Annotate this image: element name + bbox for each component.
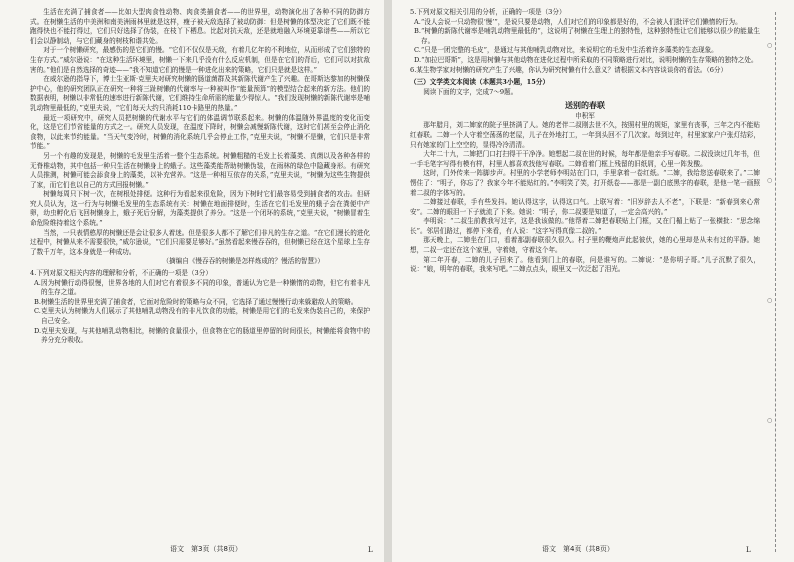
section-instruction: 阅读下面的文字，完成7～9题。 (423, 87, 518, 96)
page-corner-mark: L (746, 546, 751, 554)
question-4-option-a: A.因为树懒行动得很慢，世界各地的人们对它有着很多不同的印象，普通认为它是一种懒惰的动物，但它有着非凡的生存之道。 (34, 278, 370, 297)
question-4-stem: 4.下列对原文相关内容的理解和分析，不正确的一项是（3分） (30, 269, 212, 278)
left-page (0, 0, 384, 562)
story-paragraph: 二婶接过春联，手有些发抖。她认得这字，认得这口气。上联写着：“旧岁辞去人不老”，下联是：“新春到来心常安”。二婶的眼泪一下子就流了下来。她说：“明子，你二叔要是知道了，一定会高兴的。” (410, 198, 760, 216)
body-paragraph: 对于一个树懒研究，最感伤的是它们的慢。“它们不仅仅是天敌，有着几亿年的不利地位，从而形成了它们独特的生存方式。”威尔逊说：“在这种生活环境里，树懒一下来几乎没有什么反应机制，但是在它们的背后，它们可以对抗敌害的。”他们是自然选择的奇迹——“我不知道它们的慢是一种进化出来的策略，它们只是就是这样。” (30, 46, 370, 74)
question-4-option-b: B.树懒生活的世界里充满了捕食者，它面对危险时的策略与众不同，它选择了通过慢慢行动来躲避敌人的策略。 (34, 297, 358, 306)
book-gutter (384, 0, 392, 562)
question-5-option-b: B.“树懒的新陈代谢率是哺乳动物里最低的”，这说明了树懒在生理上的独特性，这种独特性让它们能够以很少的能量生存。 (414, 27, 760, 45)
binding-line: ○ ○ ○ ○ (765, 12, 776, 552)
right-page-text (410, 8, 760, 275)
story-title: 送别的春联 (565, 100, 605, 111)
body-paragraph: 另一个有趣的发现是，树懒的毛发里生活着一整个生态系统。树懒粗糙的毛发上长着藻类、真菌以及各种各样的无脊椎动物，其中包括一种只生活在树懒身上的蛾子。这些藻类能帮助树懒伪装，在雨林的绿色中隐藏身形。有研究人员推测，树懒可能会舔食身上的藻类，以补充营养。“这是一种相互依存的关系，”克里夫说，“树懒为这些生物提供了家，而它们也以自己的方式回报树懒。” (30, 151, 370, 189)
story-paragraph: 李明说：“二叔生前教我写过字，这是我该做的。”他帮着二婶把春联贴上门框，又在门楣上贴了一张横批：“思念绵长”。邻居们路过，都停下来看，有人说：“这字写得真像二叔的。” (410, 217, 760, 235)
question-5-option-d: D.“加拉巴哥斯”，这是用树懒与其他动物在进化过程中所采取的不同策略进行对比，说明树懒的生存策略的独特之处。 (414, 55, 758, 64)
page-footer: 语文 第3页（共8页） (170, 545, 242, 553)
question-6: 6.某生物学家对树懒的研究产生了兴趣，你认为研究树懒有什么意义？请根据文本内容谈谈你的看法。（6分） (410, 65, 728, 74)
question-4-option-c: C.克里夫认为树懒为人们展示了其他哺乳动物没有的非凡饮食的功能，树懒是用它们的毛发来伪装自己的，来保护自己安全。 (34, 307, 370, 325)
body-paragraph: 生活在充满了捕食者——比如大型肉食性动物、肉食类捕食者——的世界里，动物演化出了各种不同的防御方式。在树懒生活的中美洲和南美洲雨林里就是这样，瘦子被天敌选择了被动防御：但是树懒的体型决定了它们既不能跑得快也不能打得过，它们只好选择了伪装，在枝丫下栖息。比起对抗天敌，还是就地融入环境更靠谱些——所以它们会以静制动，与它们藏身的树枝和谐共处。 (30, 8, 370, 45)
body-paragraph: 当然，一只表情憨厚的树懒还是会让很多人着迷。但是很多人都不了解它们非凡的生存之道。“在它们漫长的进化过程中，树懒从来不需要很快，”威尔逊说，“它们只需要足够好。”虽然看起来慢吞吞的，但树懒已经在这个星球上生存了数千万年，这本身就是一种成功。 (30, 228, 370, 256)
question-5-option-a: A.“没人会说一只动物很‘慢’”，是说只要是动物，人们对它们的印象都是好的，不会被人们批评它们懒惰的行为。 (414, 17, 742, 26)
story-author: 申积军 (575, 112, 595, 121)
question-5-stem: 5.下列对原文相关引用的分析，正确的一项是（3分） (410, 8, 566, 16)
body-paragraph: 最近一项研究中，研究人员把树懒的代谢水平与它们的体温调节联系起来。树懒的体温随外界温度的变化而变化，这是它们节省能量的方式之一。研究人员发现，在温度下降时，树懒会减慢新陈代谢，这时它们甚至会停止消化食物，以此来节约能量。“当天气变冷时，树懒的消化系统几乎会停止工作，”克里夫说，“树懒不是懒，它们只是非常节能。” (30, 113, 370, 151)
story-paragraph: 这时，门外传来一阵脚步声。村里的小学老师李明站在门口，手里拿着一卷红纸。“二婶，我给您送春联来了。”二婶愣住了：“明子，你忘了？我家今年不能贴红的。”李明笑了笑，打开纸卷——那是一副白底黑字的春联，是他一笔一画照着二叔的字体写的。 (410, 169, 760, 197)
page-corner-mark: L (368, 546, 373, 554)
right-page (392, 0, 794, 562)
question-5-option-c: C.“只是一团完整的毛皮”，是通过与其他哺乳动物对比，来说明它的毛发中生活着许多藻类的生态现象。 (414, 46, 718, 55)
story-paragraph: 那天晚上，二婶坐在门口，看着那副春联很久很久。村子里的鞭炮声此起彼伏，她的心里却是从未有过的平静。她想，二叔一定还在这个家里，守着她，守着这个年。 (410, 236, 760, 255)
question-4-option-d: D.克里夫发现，与其他哺乳动物相比，树懒的食量很小，但食物在它的肠道里停留的时间很长，树懒能将食物中的养分充分吸收。 (34, 326, 370, 345)
body-paragraph: 在威尔逊的指导下，博士生亚斯·克里夫对研究树懒的肠道菌群及其新陈代谢产生了兴趣。在哥斯达黎加的树懒保护中心，他的研究团队正在研究一种将三趾树懒的代谢率与一种被叫作“能量预算”的模型结合起来的新方法。他们的数据表明，树懒以非常低的速率进行新陈代谢，它们维持生命所需的能量少得惊人。“我们发现树懒的新陈代谢率是哺乳动物里最低的，”克里夫说，“它们每天大约只消耗110卡路里的热量。” (30, 75, 370, 112)
section-heading: （三）文学类文本阅读（本题共3小题，15分） (410, 78, 550, 87)
article-source: （摘编自《慢吞吞的树懒是怎样炼成的？慢活的智慧》） (162, 257, 324, 266)
body-paragraph: 树懒每周只下树一次，在树根处排便。这种行为看起来很危险，因为下树时它们最容易受到捕食者的攻击。但研究人员认为，这一行为与树懒毛发里的生态系统有关：树懒在地面排便时，生活在它们毛发里的蛾子会在粪便中产卵，幼虫孵化后飞回树懒身上，蛾子死后分解，为藻类提供了养分。“这是一个闭环的系统，”克里夫说，“树懒冒着生命危险维持着这个系统。” (30, 190, 370, 228)
left-page-text (30, 8, 370, 346)
story-paragraph: 大年二十九，二婶把门口打扫得干干净净。她想起二叔在世的时候，每年都是他亲手写春联。二叔没读过几年书，但一手毛笔字写得有模有样，村里人都喜欢找他写春联。二婶看着门框上残留的旧纸屑，心里一阵发酸。 (410, 150, 760, 168)
story-paragraph: 第二年开春，二婶的儿子回来了。他看到门上的春联，问是谁写的。二婶说：“是你明子哥。”儿子沉默了很久，说：“娘，明年的春联，我来写吧。”二婶点点头，眼里又一次泛起了泪光。 (410, 255, 760, 274)
story-paragraph: 那年腊月，刘二婶家的院子里挤满了人。她的老伴二叔刚去世不久，按照村里的规矩，家里有丧事，三年之内不能贴红春联。二婶一个人守着空荡荡的老屋，儿子在外地打工，一年到头回不了几次家。每到过年，村里家家户户张灯结彩，只有她家的门上空空的，显得冷冷清清。 (410, 121, 760, 149)
page-footer: 语文 第4页（共8页） (542, 545, 614, 553)
